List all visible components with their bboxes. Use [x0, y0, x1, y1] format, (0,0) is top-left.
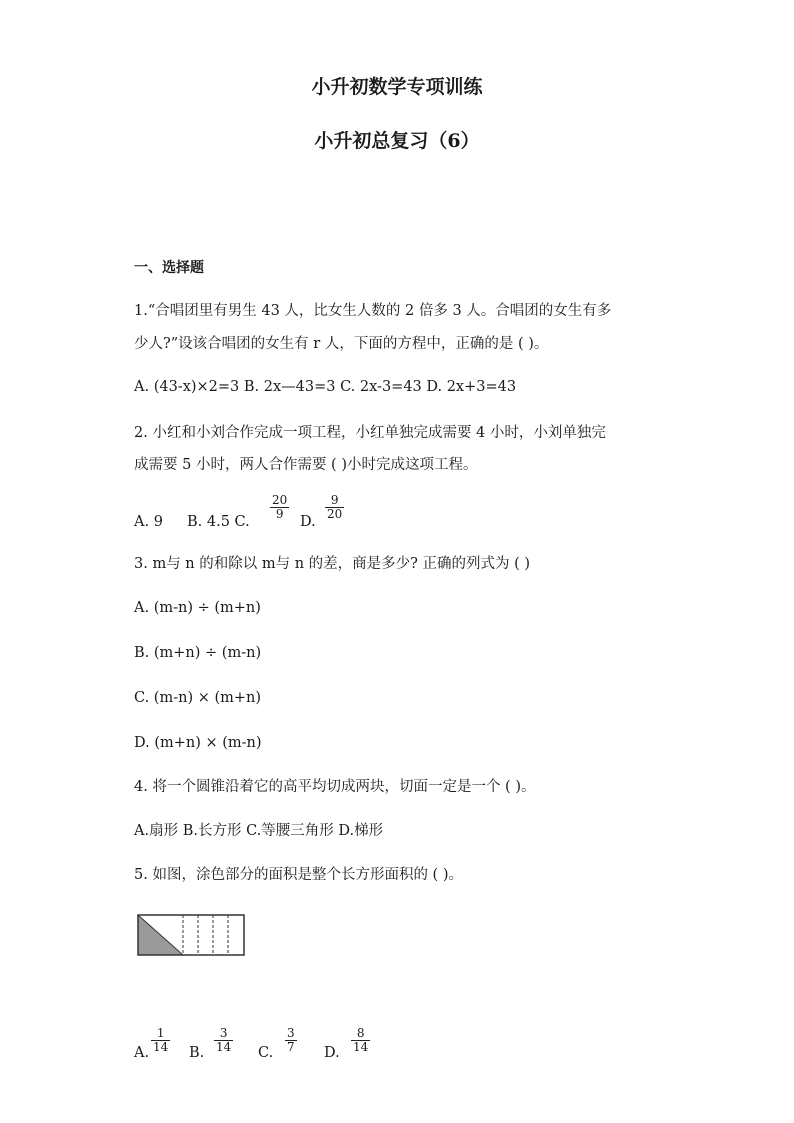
fraction-denominator: 7: [287, 1040, 295, 1054]
q1-stem-line1: 1.“合唱团里有男生 43 人，比女生人数的 2 倍多 3 人。合唱团的女生有多: [134, 303, 612, 319]
q5-stem: 5. 如图，涂色部分的面积是整个长方形面积的 ( )。: [134, 867, 463, 883]
fraction-numerator: 20: [272, 493, 288, 507]
section-heading: 一、选择题: [134, 260, 204, 276]
q3-option-a: A. (m-n) ÷ (m+n): [134, 600, 261, 616]
column-dividers: [183, 915, 228, 955]
q5-rectangle-figure: [137, 914, 245, 956]
q5-option-c-fraction: [285, 1027, 297, 1054]
q1-stem-line2: 少人?”设该合唱团的女生有 r 人，下面的方程中，正确的是 ( )。: [134, 336, 549, 352]
page-title: 小升初数学专项训练: [311, 76, 483, 98]
q2-option-d-fraction: [325, 494, 344, 521]
fraction-numerator: 9: [330, 493, 339, 507]
q1-options: A. (43-x)×2=3 B. 2x—43=3 C. 2x-3=43 D. 2x+3=43: [134, 379, 517, 395]
fraction-numerator: 1: [156, 1026, 165, 1040]
q4-options: A.扇形 B.长方形 C.等腰三角形 D.梯形: [134, 823, 384, 839]
q2-option-d-label: D.: [300, 514, 316, 530]
q5-option-d-fraction: [351, 1027, 370, 1054]
q5-option-b-label: B.: [189, 1045, 205, 1061]
q5-option-d-label: D.: [324, 1045, 340, 1061]
fraction-numerator: 8: [356, 1026, 365, 1040]
q5-option-b-fraction: [214, 1027, 233, 1054]
q3-option-b: B. (m+n) ÷ (m-n): [134, 645, 262, 661]
q2-stem-line2: 成需要 5 小时，两人合作需要 ( )小时完成这项工程。: [134, 457, 478, 473]
q3-option-d: D. (m+n) × (m-n): [134, 735, 262, 751]
q2-option-a: A. 9: [134, 514, 163, 530]
q5-option-c-label: C.: [258, 1045, 274, 1061]
fraction-denominator: 20: [327, 507, 343, 521]
fraction-denominator: 14: [353, 1040, 369, 1054]
fraction-numerator: 3: [287, 1026, 295, 1040]
q2-option-c-fraction: [270, 494, 289, 521]
fraction-denominator: 14: [153, 1040, 169, 1054]
fraction-numerator: 3: [219, 1026, 228, 1040]
fraction-denominator: 14: [216, 1040, 232, 1054]
q5-option-a-label: A.: [134, 1045, 150, 1061]
page-subtitle: 小升初总复习（6）: [314, 130, 480, 152]
fraction-denominator: 9: [275, 507, 284, 521]
q2-stem-line1: 2. 小红和小刘合作完成一项工程，小红单独完成需要 4 小时，小刘单独完: [134, 425, 606, 441]
q2-option-b: B. 4.5 C.: [187, 514, 250, 530]
q3-stem: 3. m与 n 的和除以 m与 n 的差，商是多少? 正确的列式为 ( ): [134, 556, 531, 572]
q3-option-c: C. (m-n) × (m+n): [134, 690, 262, 706]
q4-stem: 4. 将一个圆锥沿着它的高平均切成两块，切面一定是一个 ( )。: [134, 779, 536, 795]
q5-option-a-fraction: [151, 1027, 170, 1054]
